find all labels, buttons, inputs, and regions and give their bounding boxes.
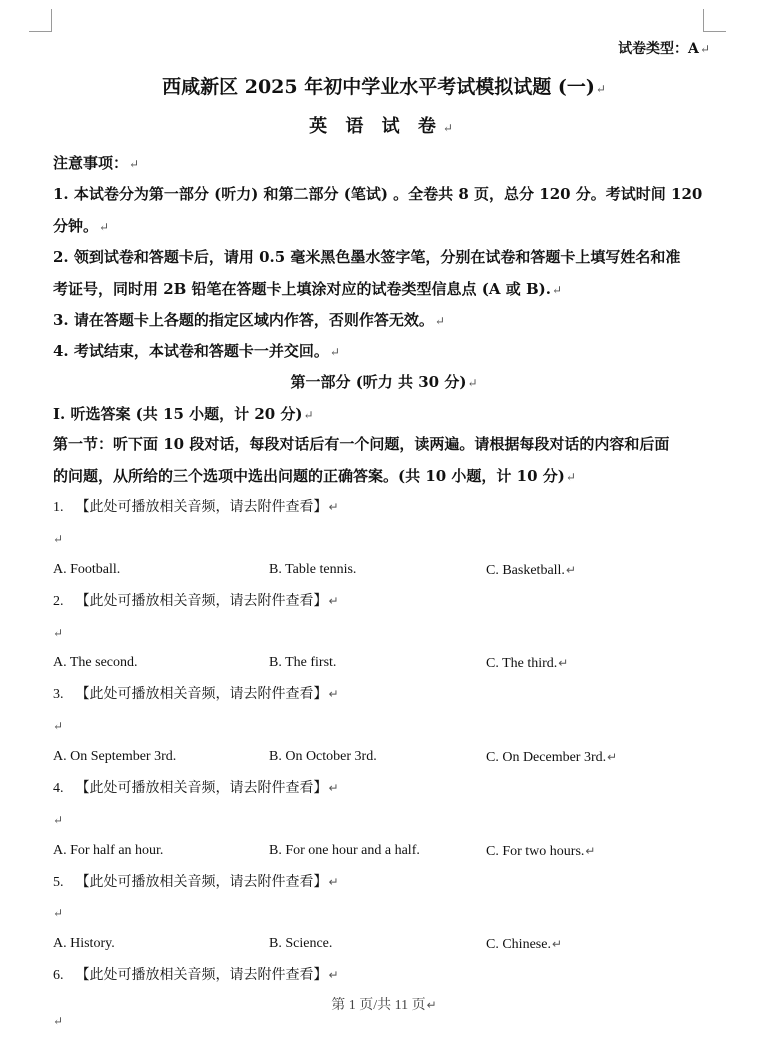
option-c: C. The third.↵	[486, 656, 569, 671]
paragraph-mark-icon: ↵	[303, 408, 314, 422]
paragraph-mark-icon: ↵	[328, 687, 339, 701]
paragraph-mark-icon: ↵	[129, 157, 140, 171]
empty-paragraph-mark-icon: ↵	[53, 719, 64, 733]
notes-heading: 注意事项：↵	[53, 154, 140, 172]
paragraph-mark-icon: ↵	[434, 314, 445, 328]
option-c: C. For two hours.↵	[486, 844, 596, 859]
instruction-line-2: 的问题，从所给的三个选项中选出问题的正确答案。(共 10 小题，计 10 分)↵	[53, 467, 576, 485]
empty-paragraph-mark-icon: ↵	[53, 813, 64, 827]
option-b: B. On October 3rd.	[269, 749, 377, 764]
paper-type-label: 试卷类型：A↵	[618, 41, 710, 57]
paragraph-mark-icon: ↵	[565, 563, 576, 577]
option-a: A. History.	[53, 936, 115, 951]
option-b: B. Table tennis.	[269, 562, 357, 577]
question-2-audio: 2. 【此处可播放相关音频，请去附件查看】↵	[53, 593, 339, 609]
note-item-1-line-2: 分钟。↵	[53, 217, 110, 235]
option-b: B. For one hour and a half.	[269, 843, 420, 858]
option-b: B. Science.	[269, 936, 333, 951]
note-item-3: 3. 请在答题卡上各题的指定区域内作答，否则作答无效。↵	[53, 311, 445, 329]
paragraph-mark-icon: ↵	[328, 500, 339, 514]
question-4-options	[53, 841, 713, 861]
note-item-2-line-2: 考证号，同时用 2B 铅笔在答题卡上填涂对应的试卷类型信息点 (A 或 B).↵	[53, 280, 563, 298]
paragraph-mark-icon: ↵	[329, 345, 340, 359]
question-1-audio: 1. 【此处可播放相关音频，请去附件查看】↵	[53, 499, 339, 515]
paragraph-mark-icon: ↵	[467, 376, 478, 390]
paragraph-mark-icon: ↵	[328, 968, 339, 982]
part-one-title: 第一部分 (听力 共 30 分)↵	[290, 373, 478, 391]
paragraph-mark-icon: ↵	[551, 283, 563, 297]
option-b: B. The first.	[269, 655, 337, 670]
empty-paragraph-mark-icon: ↵	[53, 1014, 64, 1028]
crop-mark-top-left	[29, 9, 52, 32]
paragraph-mark-icon: ↵	[699, 42, 710, 56]
question-1-options	[53, 560, 713, 580]
empty-paragraph-mark-icon: ↵	[53, 532, 64, 546]
page-footer: 第 1 页/共 11 页↵	[331, 998, 437, 1013]
question-4-audio: 4. 【此处可播放相关音频，请去附件查看】↵	[53, 780, 339, 796]
paragraph-mark-icon: ↵	[558, 656, 569, 670]
note-item-2-line-1: 2. 领到试卷和答题卡后，请用 0.5 毫米黑色墨水签字笔，分别在试卷和答题卡上填写姓名和准	[53, 248, 681, 266]
option-a: A. The second.	[53, 655, 138, 670]
option-c: C. On December 3rd.↵	[486, 750, 618, 765]
paragraph-mark-icon: ↵	[585, 844, 596, 858]
paragraph-mark-icon: ↵	[328, 594, 339, 608]
document-title: 西咸新区 2025 年初中学业水平考试模拟试题 (一)↵	[162, 76, 606, 98]
option-a: A. On September 3rd.	[53, 749, 177, 764]
question-3-options	[53, 747, 713, 767]
instruction-line-1: 第一节：听下面 10 段对话，每段对话后有一个问题，读两遍。请根据每段对话的内容和后面	[53, 435, 670, 453]
paragraph-mark-icon: ↵	[551, 937, 563, 951]
question-5-options	[53, 934, 713, 954]
question-2-options	[53, 653, 713, 673]
option-a: A. Football.	[53, 562, 121, 577]
empty-paragraph-mark-icon: ↵	[53, 626, 64, 640]
question-3-audio: 3. 【此处可播放相关音频，请去附件查看】↵	[53, 686, 339, 702]
empty-paragraph-mark-icon: ↵	[53, 906, 64, 920]
paragraph-mark-icon: ↵	[328, 781, 339, 795]
question-6-audio: 6. 【此处可播放相关音频，请去附件查看】↵	[53, 967, 339, 983]
option-c: C. Chinese.↵	[486, 937, 563, 952]
paragraph-mark-icon: ↵	[426, 998, 437, 1012]
question-5-audio: 5. 【此处可播放相关音频，请去附件查看】↵	[53, 874, 339, 890]
paragraph-mark-icon: ↵	[328, 875, 339, 889]
note-item-4: 4. 考试结束，本试卷和答题卡一并交回。↵	[53, 342, 340, 360]
paragraph-mark-icon: ↵	[442, 121, 459, 135]
option-c: C. Basketball.↵	[486, 563, 576, 578]
option-a: A. For half an hour.	[53, 843, 164, 858]
paragraph-mark-icon: ↵	[565, 470, 576, 484]
document-subtitle: 英 语 试 卷↵	[309, 116, 459, 137]
paragraph-mark-icon: ↵	[595, 82, 606, 96]
paragraph-mark-icon: ↵	[99, 220, 110, 234]
crop-mark-top-right	[703, 9, 726, 32]
paragraph-mark-icon: ↵	[607, 750, 618, 764]
section-heading: Ⅰ. 听选答案 (共 15 小题，计 20 分)↵	[53, 405, 314, 423]
note-item-1-line-1: 1. 本试卷分为第一部分 (听力) 和第二部分 (笔试) 。全卷共 8 页，总分 120 分。考试时间 120	[53, 185, 703, 203]
